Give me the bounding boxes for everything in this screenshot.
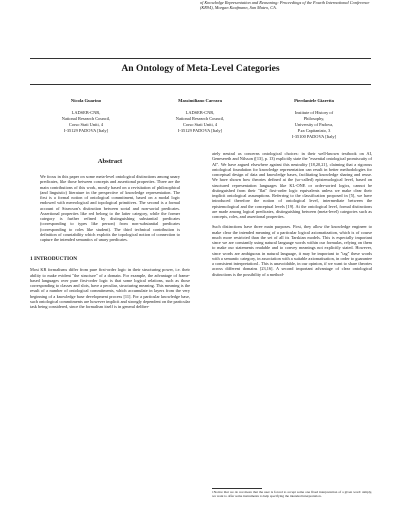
abstract-heading: Abstract [97, 158, 123, 165]
paper-title: An Ontology of Meta-Level Categories [121, 63, 280, 74]
publication-reference: of Knowledge Representation and Reasoning: Proceedings of the Fourth International Conference (KR94), Morgan Kaufmann, San Mateo, CA. [200, 0, 370, 11]
body-paragraph-2: Such distinctions have three main purposes. First, they allow the knowledge engineer to make clear the intended meaning of a particular logical axiomatization, which is of course much more restricted than the set of all its Tarskian models. This is especially important since we are constantly using natural language words within our formulas, relying on them to make our statements readable and to convey meanings not explicitly stated. However, since words are ambiguous in natural language, it may be important to "tag" these words with a semantic category, in association with a suitable axiomatisation, in order to guarantee a consistent interpretation1. This is unavoidable, in our opinion, if we want to share theories across different domains [23,16]. A second important advantage of clear ontological distinctions is the possibility of a method- [212, 224, 372, 277]
author-name: Pierdaniele Giaretta [294, 98, 334, 103]
abstract-text: We focus in this paper on some meta-level ontological distinctions among unary predicates, like those between concepts and assertional properties. Three are the main contributions of this work, mostly based on a revisitation of philosophical (and linguistic) literature in the perspective of knowledge representation. The first is a formal notion of ontological commitment, based on a modal logic endowed with mereological and topological primitives. The second is a formal account of Strawson's distinction between sortal and non-sortal predicates. Assertional properties like red belong to the latter category, while the former category is further refined by distinguishing substantial predicates (corresponding to types like person) from non-substantial predicates (corresponding to roles like student). The third technical contribution is definition of countability which exploits the topological notion of connection to capture the intended semantics of unary predicates. [40, 174, 180, 242]
author-affiliation-line: National Research Council, [61, 116, 111, 121]
left-column [30, 151, 190, 313]
author-affiliation-line: I-35129 PADOVA [Italy] [177, 128, 223, 133]
section-heading-introduction: 1 INTRODUCTION [30, 256, 78, 263]
author-affiliation-line: University of Padova, [294, 122, 334, 127]
author-affiliation-line: LADSEB-CNR, [185, 110, 215, 115]
author-name: Nicola Guarino [70, 98, 102, 103]
author-affiliation-line: P.za Capitaniato, 3 [297, 128, 331, 133]
author-name: Massimiliano Carrara [178, 98, 222, 103]
title-rule-top [30, 58, 371, 59]
author-block-2 [144, 98, 256, 134]
footnote-rule [212, 488, 262, 489]
author-affiliation-line: Corso Stati Uniti, 4 [68, 122, 104, 127]
title-rule-bottom [30, 84, 371, 85]
author-affiliation-line: I-35100 PADOVA [Italy] [291, 134, 337, 139]
introduction-paragraph: Most KR formalisms differ from pure first-order logic in their structuring power, i.e. their ability to make evident "the structure" of a domain. For example, the advantage of frame-based languages over pure first-order logic is that some logical relations, such as those corresponding to classes and slots, have a peculiar, structuring meaning. This meaning is the result of a number of ontological commitments, which accumulate in layers from the very beginning of a knowledge base development process [11]. For a particular knowledge base, such ontological commitments are however implicit and strongly dependent on the particular task being considered, since the formalism itself is in general deliber- [30, 267, 190, 309]
body-paragraph-1: ately neutral as concerns ontological choices: in their well-known textbook on AI, Genesereth and Nilsson ([13], p. 13) explicitly state the "essential ontological promiscuity of AI". We have argued elsewhere against this neutrality [18,20,21], claiming that a rigorous ontological foundation for knowledge representation can result in better methodologies for conceptual design of data and knowledge bases, facilitating knowledge sharing and reuse. We have shown how theories defined at the (so-called) epistemological level, based on structured representation languages like KL-ONE or order-sorted logics, cannot be distinguished from their "flat" first-order logic equivalents unless we make clear their implicit ontological assumptions. Referring to the classification proposed in [5], we have introduced therefore the notion of ontological level, intermediate between the epistemological and the conceptual levels [19]. At the ontological level, formal distinctions are made among logical predicates, distinguishing between (meta-level) categories such as concepts, roles, and assertional properties. [212, 151, 372, 219]
author-affiliation-line: LADSEB-CNR, [71, 110, 101, 115]
author-affiliation-line: Philosophy, [303, 116, 325, 121]
right-column [212, 151, 372, 281]
author-affiliation-line: Corso Stati Uniti, 4 [182, 122, 218, 127]
author-affiliation-line: I-35129 PADOVA [Italy] [63, 128, 109, 133]
author-affiliation-line: National Research Council, [175, 116, 225, 121]
footnote: 1Notice that we do not mean that the user is forced to accept some one fixed interpretation of a given word: simply, we want to offer some instruments to help specifying the intended interpretation. [212, 490, 372, 499]
author-block-1 [30, 98, 142, 134]
author-affiliation-line: Institute of History of [294, 110, 334, 115]
author-block-3 [258, 98, 370, 140]
